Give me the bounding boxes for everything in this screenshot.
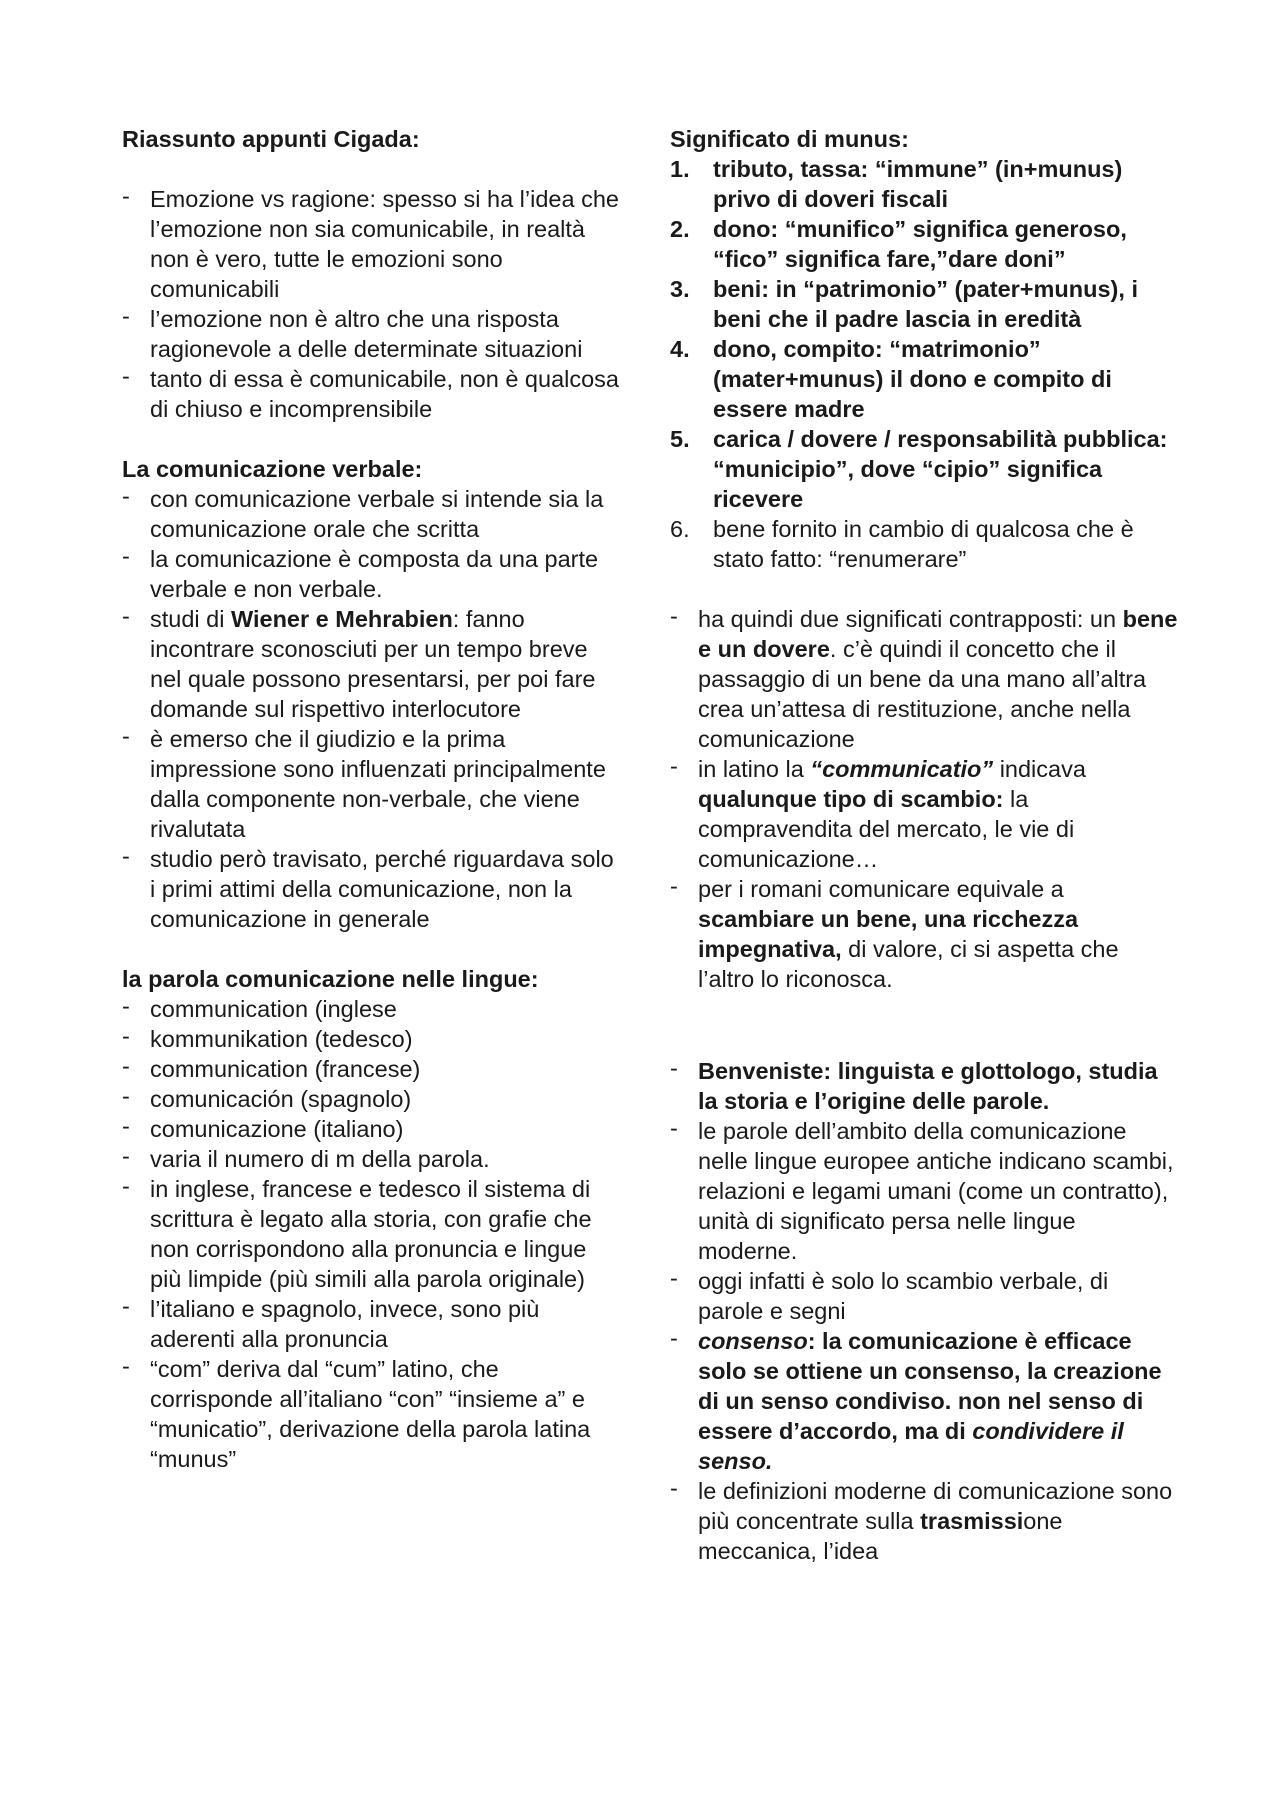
list-item: - la comunicazione è composta da una parte verbale e non verbale. [122,544,622,604]
numbered-item: 5. carica / dovere / responsabilità pubblica: “municipio”, dove “cipio” significa ricevere [670,426,1168,512]
list-item: - con comunicazione verbale si intende sia la comunicazione orale che scritta [122,484,622,544]
list-item: - Emozione vs ragione: spesso si ha l’idea che l’emozione non sia comunicabile, in realtà non è vero, tutte le emozioni sono comunicabili [122,184,622,304]
list-item: - le definizioni moderne di comunicazione sono più concentrate sulla trasmissione meccanica, l’idea [670,1476,1180,1566]
numbered-item: 4. dono, compito: “matrimonio” (mater+munus) il dono e compito di essere madre [670,336,1112,422]
list-item: - communication (inglese [122,994,622,1024]
list-item: - oggi infatti è solo lo scambio verbale, di parole e segni [670,1266,1180,1326]
numbered-item: 6. bene fornito in cambio di qualcosa che è stato fatto: “renumerare” [670,516,1134,572]
bold-run: Wiener e Mehrabien [231,606,453,632]
numbered-item: 2. dono: “munifico” significa generoso, “fico” significa fare,”dare doni” [670,216,1127,272]
list-item: - comunicación (spagnolo) [122,1084,622,1114]
list-item: - Benveniste: linguista e glottologo, studia la storia e l’origine delle parole. [670,1056,1180,1116]
list-item: - “com” deriva dal “cum” latino, che corrisponde all’italiano “con” “insieme a” e “municatio”, derivazione della parola latina “munus” [122,1354,622,1474]
numbered-item: 3. beni: in “patrimonio” (pater+munus), i beni che il padre lascia in eredità [670,276,1138,332]
right-column [670,124,1180,1566]
verbal-heading: La comunicazione verbale: [122,456,423,482]
munus-heading: Significato di munus: [670,126,909,152]
text-run: : fanno incontrare sconosciuti per un tempo breve nel quale possono presentarsi, per poi fare domande sul rispettivo interlocutore [150,606,596,722]
languages-list [122,994,622,1474]
munus-list [670,154,1180,574]
list-item: - kommunikation (tedesco) [122,1024,622,1054]
numbered-item: 1. tributo, tassa: “immune” (in+munus) privo di doveri fiscali [670,156,1123,212]
list-item [122,604,622,724]
meaning-list [670,604,1180,994]
list-item: - varia il numero di m della parola. [122,1144,622,1174]
intro-list [122,184,622,424]
benveniste-list [670,1056,1180,1566]
list-item: - tanto di essa è comunicabile, non è qualcosa di chiuso e incomprensibile [122,364,622,424]
list-item: - è emerso che il giudizio e la prima impressione sono influenzati principalmente dalla componente non-verbale, che viene rivalutata [122,724,622,844]
list-item: - ha quindi due significati contrapposti: un bene e un dovere. c’è quindi il concetto che il passaggio di un bene da una mano all’altra crea un’attesa di restituzione, anche nella comunicazione [670,604,1180,754]
list-item: - comunicazione (italiano) [122,1114,622,1144]
list-item: - communication (francese) [122,1054,622,1084]
verbal-list [122,484,622,934]
list-item: - in inglese, francese e tedesco il sistema di scrittura è legato alla storia, con grafie che non corrispondono alla pronuncia e lingue più limpide (più simili alla parola originale) [122,1174,622,1294]
list-item: - consenso: la comunicazione è efficace solo se ottiene un consenso, la creazione di un senso condiviso. non nel senso di essere d’accordo, ma di condividere il senso. [670,1326,1180,1476]
text-run: studi di [150,606,231,632]
doc-title: Riassunto appunti Cigada: [122,126,420,152]
list-item: - le parole dell’ambito della comunicazione nelle lingue europee antiche indicano scambi, relazioni e legami umani (come un contratto), unità di significato persa nelle lingue moderne. [670,1116,1180,1266]
languages-heading: la parola comunicazione nelle lingue: [122,966,539,992]
list-item: - per i romani comunicare equivale a scambiare un bene, una ricchezza impegnativa, di valore, ci si aspetta che l’altro lo riconosca. [670,874,1180,994]
list-item: - l’italiano e spagnolo, invece, sono più aderenti alla pronuncia [122,1294,622,1354]
list-item: - in latino la “communicatio” indicava qualunque tipo di scambio: la compravendita del mercato, le vie di comunicazione… [670,754,1180,874]
left-column [122,124,622,1474]
list-item: - l’emozione non è altro che una risposta ragionevole a delle determinate situazioni [122,304,622,364]
list-item: - studio però travisato, perché riguardava solo i primi attimi della comunicazione, non la comunicazione in generale [122,844,622,934]
